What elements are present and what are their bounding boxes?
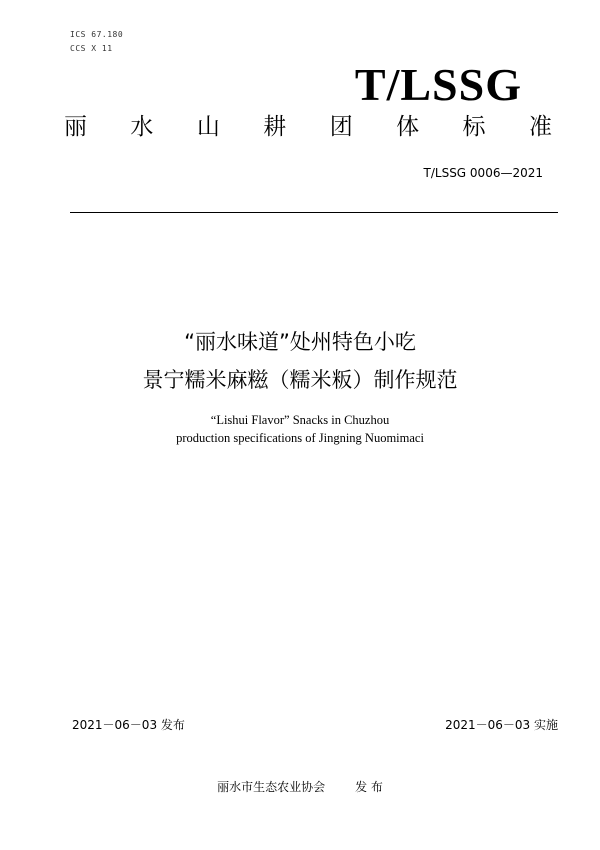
ccs-code: CCS X 11	[70, 44, 113, 53]
org-title-char: 水	[130, 114, 154, 140]
publisher-name: 丽水市生态农业协会	[217, 780, 326, 794]
implementation-date: 2021－06－03 实施	[445, 718, 558, 732]
org-title-char: 体	[396, 114, 420, 140]
org-title-char: 丽	[64, 114, 87, 140]
title-chinese-line-2: 景宁糯米麻糍（糯米粄）制作规范	[142, 368, 458, 392]
org-title-char: 标	[462, 114, 486, 140]
header-divider	[70, 212, 558, 213]
org-title-char: 团	[329, 114, 353, 140]
org-title-char: 耕	[263, 114, 287, 140]
title-chinese-line-1: “丽水味道”处州特色小吃	[184, 330, 416, 354]
org-title-char: 山	[196, 114, 220, 140]
publisher-line	[0, 778, 600, 795]
title-english-line-2: production specifications of Jingning Nuomimaci	[176, 431, 424, 445]
organization-title	[64, 116, 552, 139]
ics-code: ICS 67.180	[70, 30, 124, 39]
standard-logo: T/LSSG	[354, 59, 522, 110]
title-english-line-1: “Lishui Flavor” Snacks in Chuzhou	[210, 413, 390, 427]
issue-date: 2021－06－03 发布	[72, 718, 185, 732]
publish-action: 发 布	[355, 780, 383, 794]
standard-number: T/LSSG 0006—2021	[423, 166, 543, 180]
org-title-char: 准	[528, 114, 552, 140]
